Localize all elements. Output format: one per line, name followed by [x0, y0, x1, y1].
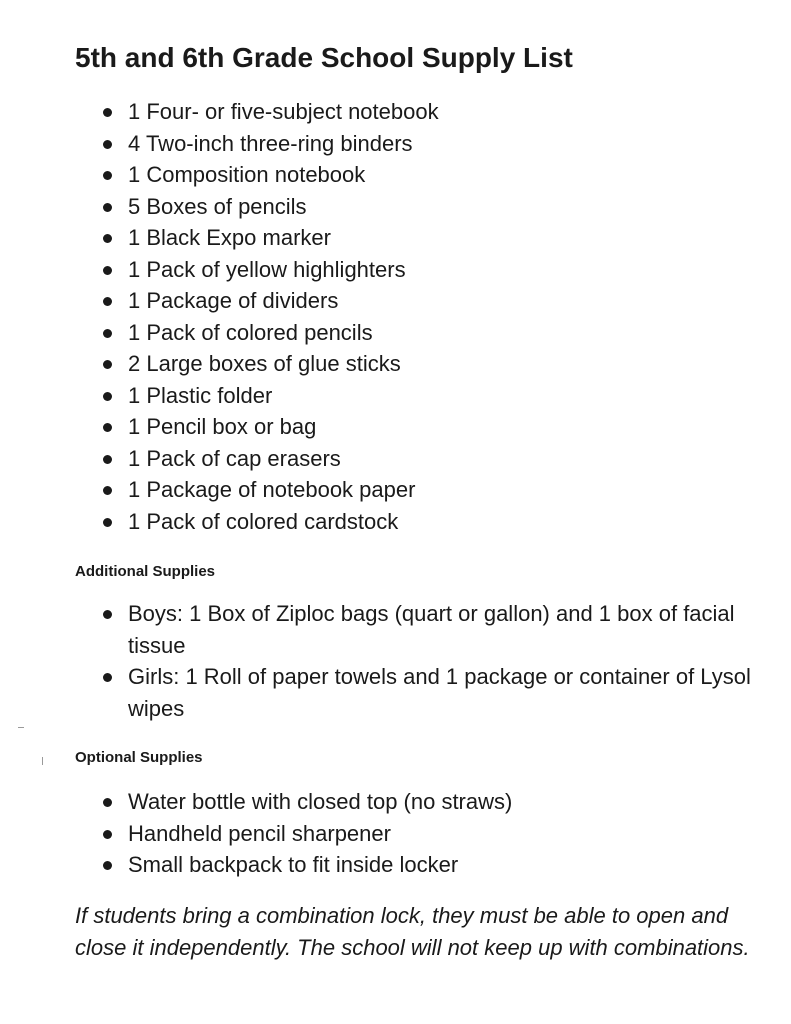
list-item: 1 Composition notebook — [0, 159, 753, 191]
list-item: Water bottle with closed top (no straws) — [0, 786, 753, 818]
list-item: 5 Boxes of pencils — [0, 191, 753, 223]
optional-supplies-list — [0, 786, 753, 881]
list-item: 1 Pack of yellow highlighters — [0, 254, 753, 286]
additional-supplies-list — [0, 598, 753, 724]
list-item: 1 Pencil box or bag — [0, 411, 753, 443]
list-item: 1 Black Expo marker — [0, 222, 753, 254]
list-item: Small backpack to fit inside locker — [0, 849, 753, 881]
list-item: 1 Package of dividers — [0, 285, 753, 317]
list-item: 1 Pack of cap erasers — [0, 443, 753, 475]
supply-list — [0, 96, 753, 537]
list-item: Boys: 1 Box of Ziploc bags (quart or gallon) and 1 box of facial tissue — [0, 598, 753, 661]
additional-supplies-heading: Additional Supplies — [75, 563, 216, 580]
list-item: 1 Pack of colored cardstock — [0, 506, 753, 538]
scan-speck — [18, 727, 24, 728]
list-item: 4 Two-inch three-ring binders — [0, 128, 753, 160]
optional-supplies-heading: Optional Supplies — [75, 749, 203, 766]
combination-lock-note: If students bring a combination lock, they must be able to open and close it independently. The school will not keep up with combinations. — [75, 903, 750, 960]
list-item: Girls: 1 Roll of paper towels and 1 package or container of Lysol wipes — [0, 661, 753, 724]
list-item: 1 Package of notebook paper — [0, 474, 753, 506]
list-item: 1 Pack of colored pencils — [0, 317, 753, 349]
list-item: 1 Four- or five-subject notebook — [0, 96, 753, 128]
list-item: 2 Large boxes of glue sticks — [0, 348, 753, 380]
page-title: 5th and 6th Grade School Supply List — [75, 42, 573, 73]
scan-speck — [42, 757, 43, 765]
list-item: 1 Plastic folder — [0, 380, 753, 412]
list-item: Handheld pencil sharpener — [0, 818, 753, 850]
